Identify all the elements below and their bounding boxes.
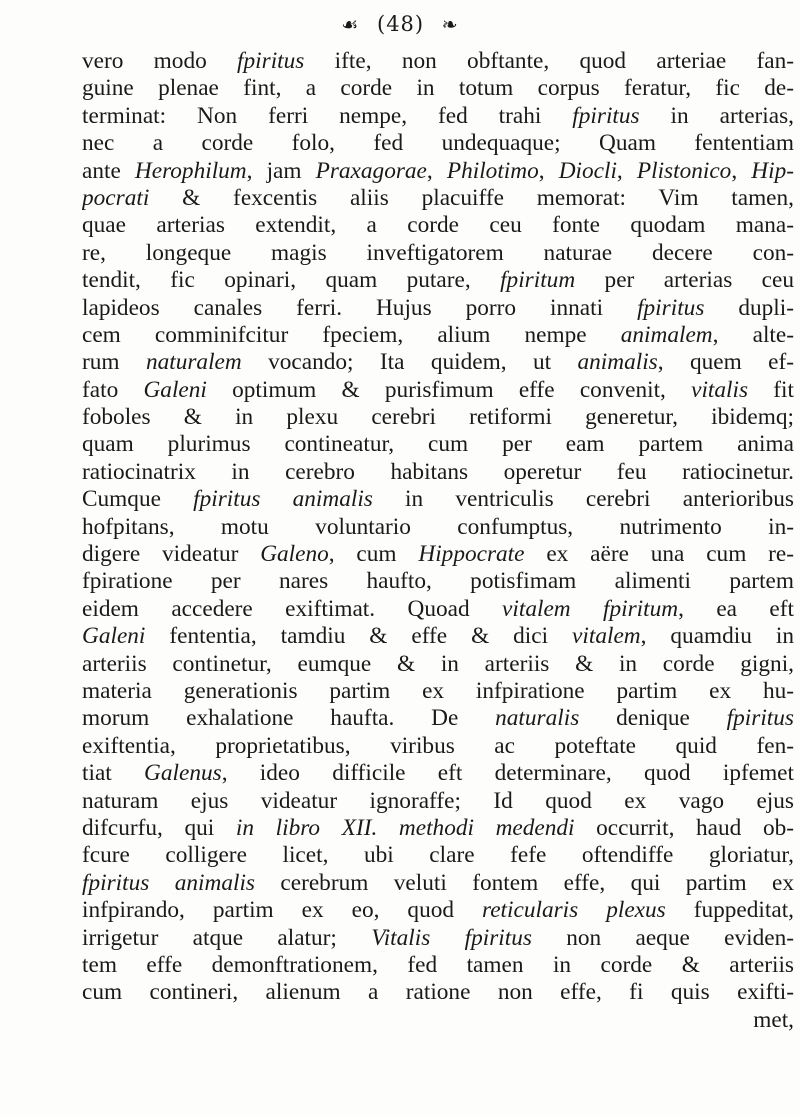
text-run: , quamdiu in [640,623,794,650]
text-run: naturam ejus videatur ignoraffe; Id quod ex vago ejus [82,787,794,814]
text-run: arteriis continetur, eumque & in arteriis & in corde gigni, [82,650,794,677]
text-run: re, longeque magis inveftigatorem naturae decere con- [82,239,794,266]
text-run: fato [82,376,144,403]
text-line [82,431,794,458]
text-run: tendit, fic opinari, quam putare, [82,267,501,294]
text-run: ante [82,157,135,184]
text-line [82,979,794,1006]
italic-phrase: naturalis [495,705,580,732]
body-text [82,48,794,1034]
text-run: ifte, non obftante, quod arteriae fan- [304,48,794,74]
text-run: ratiocinatrix in cerebro habitans operetur feu ratiocinetur. [82,458,794,485]
italic-phrase: Vitalis fpiritus [371,924,532,951]
text-run: & fexcentis aliis placuiffe memorat: Vim tamen, [149,184,794,211]
text-line [82,733,794,760]
italic-phrase: fpiritus [572,102,640,129]
text-line [82,185,794,212]
italic-phrase: Galeno [260,541,329,568]
text-run: , [731,157,752,184]
italic-phrase: fpiritus [726,705,794,732]
text-run: tiat [82,760,145,787]
text-line [82,651,794,678]
text-run: met, [753,1006,794,1033]
text-line [82,349,794,376]
text-run: , [538,157,559,184]
text-run: vero modo [82,48,238,74]
italic-phrase: Diocli [558,157,617,184]
text-line [82,130,794,157]
italic-phrase: vitalis [691,376,749,403]
italic-phrase: animalis [577,349,658,376]
italic-phrase: vitalem [572,623,641,650]
text-run: per arterias ceu [575,267,794,294]
text-line [82,322,794,349]
text-run: quam plurimus contineatur, cum per eam partem anima [82,431,794,458]
italic-phrase: fpiritum [500,267,576,294]
italic-phrase: fpiritus [237,48,305,74]
text-line [82,870,794,897]
italic-phrase: Galeni [82,623,146,650]
text-run: hofpitans, motu voluntario confumptus, nutrimento in- [82,513,794,540]
text-line [82,705,794,732]
italic-phrase: Philotimo [446,157,539,184]
italic-phrase: Praxagorae [315,157,427,184]
text-line [82,212,794,239]
text-run: , ea eft [678,595,794,622]
italic-phrase: fpiritus animalis [193,486,373,513]
text-line [82,952,794,979]
text-run: denique [579,705,727,732]
text-run: rum [82,349,146,376]
text-run: optimum & purisfimum effe convenit, [206,376,692,403]
text-line [82,75,794,102]
text-run: non aeque eviden- [531,924,794,951]
text-line [82,842,794,869]
text-run: morum exhalatione haufta. De [82,705,496,732]
left-ornament-icon: ☙ [341,14,360,36]
italic-phrase: Galenus [144,760,222,787]
text-line [82,815,794,842]
text-run: fpiratione per nares haufto, potisfimam alimenti partem [82,568,794,595]
text-run: , jam [246,157,316,184]
text-run: materia generationis partim ex infpiratione partim ex hu- [82,677,794,704]
text-run: exiftentia, proprietatibus, viribus ac poteftate quid fen- [82,732,794,759]
text-run: fuppeditat, [665,897,794,924]
text-line [82,760,794,787]
text-line [82,377,794,404]
italic-phrase: Galeni [143,376,207,403]
text-run: in ventriculis cerebri anterioribus [372,486,794,513]
text-run: difcurfu, qui [82,814,236,841]
italic-phrase: Hip- [751,157,794,184]
text-run: quae arterias extendit, a corde ceu fonte quodam mana- [82,212,794,239]
italic-phrase: fpiritus animalis [82,869,255,896]
right-ornament-icon: ❧ [441,14,459,36]
text-line [82,404,794,431]
text-run: , [426,157,447,184]
text-line [82,925,794,952]
text-line [82,295,794,322]
text-line [82,678,794,705]
text-line [82,103,794,130]
text-run: Cumque [82,486,194,513]
text-line [82,48,794,75]
text-run: cem comminifcitur fpeciem, alium nempe [82,321,621,348]
italic-phrase: naturalem [145,349,242,376]
italic-phrase: Plistonico [636,157,732,184]
text-run: in arterias, [639,102,794,129]
text-run: terminat: Non ferri nempe, fed trahi [82,102,573,129]
text-line [82,897,794,924]
text-line [82,459,794,486]
text-run: vocando; Ita quidem, ut [241,349,578,376]
page-number: (48) [377,12,425,36]
text-run: lapideos canales ferri. Hujus porro innati [82,294,638,321]
text-line [82,623,794,650]
text-run: , quem ef- [657,349,794,376]
italic-phrase: Hippocrate [418,541,525,568]
running-head [0,12,800,36]
italic-phrase: reticularis plexus [482,897,666,924]
text-run: nec a corde folo, fed undequaque; Quam fententiam [82,130,794,157]
text-line [82,568,794,595]
text-run: infpirando, partim ex eo, quod [82,897,483,924]
text-run: dupli- [704,294,794,321]
text-run: fcure colligere licet, ubi clare fefe oftendiffe gloriatur, [82,842,794,869]
text-run: occurrit, haud ob- [574,814,794,841]
italic-phrase: in libro XII. methodi medendi [235,814,575,841]
text-run: fit [748,376,794,403]
text-line [82,1007,794,1034]
text-run: foboles & in plexu cerebri retiformi generetur, ibidemq; [82,404,794,431]
text-run: cum contineri, alienum a ratione non effe, fi quis exifti- [82,979,794,1006]
text-run: , cum [328,541,419,568]
text-line [82,541,794,568]
italic-phrase: animalem [620,321,713,348]
text-run: fententia, tamdiu & effe & dici [145,623,573,650]
text-line [82,240,794,267]
text-run: tem effe demonftrationem, fed tamen in corde & arteriis [82,951,794,978]
text-line [82,267,794,294]
text-line [82,514,794,541]
italic-phrase: pocrati [82,184,150,211]
text-line [82,596,794,623]
text-run: , [616,157,637,184]
text-line [82,158,794,185]
text-run: , alte- [712,321,794,348]
text-run: guine plenae fint, a corde in totum corpus feratur, fic de- [82,75,794,102]
italic-phrase: vitalem fpiritum [502,595,679,622]
text-run: ex aëre una cum re- [524,541,794,568]
text-run: irrigetur atque alatur; [82,924,372,951]
text-run: , ideo difficile eft determinare, quod ipfemet [221,760,794,787]
text-line [82,788,794,815]
text-run: digere videatur [82,541,261,568]
text-run: cerebrum veluti fontem effe, qui partim ex [254,869,794,896]
text-run: eidem accedere exiftimat. Quoad [82,595,503,622]
text-line [82,486,794,513]
italic-phrase: Herophilum [134,157,247,184]
italic-phrase: fpiritus [637,294,705,321]
